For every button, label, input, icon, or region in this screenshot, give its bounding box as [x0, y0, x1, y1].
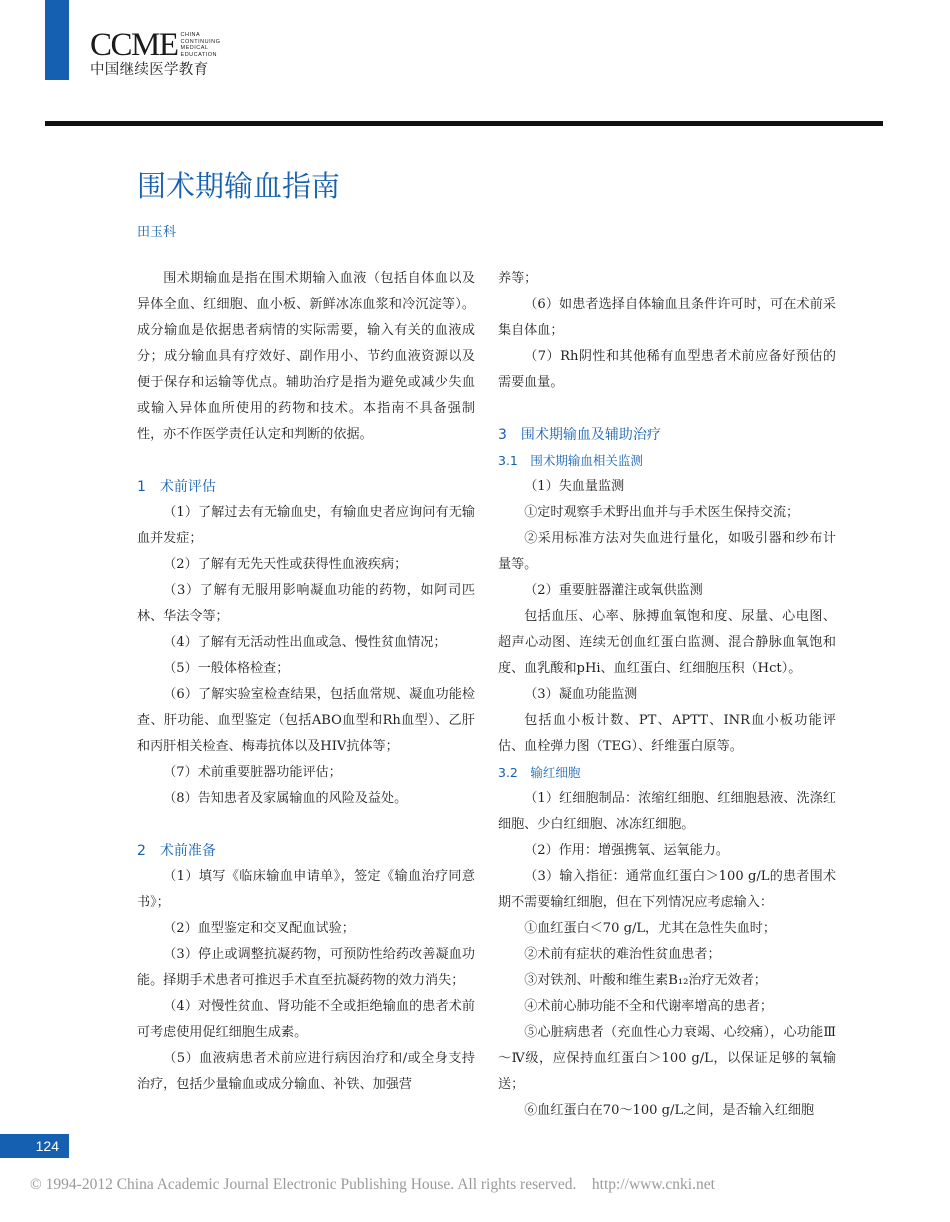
header-color-tab	[45, 0, 69, 80]
logo-subtext	[181, 32, 221, 58]
page-number: 124	[0, 1134, 69, 1158]
section-heading: 3 围术期输血及辅助治疗	[498, 427, 661, 443]
paragraph: （3）停止或调整抗凝药物，可预防性给药改善凝血功能。择期手术患者可推迟手术直至抗凝药物的效力消失；	[137, 947, 475, 988]
right-column	[498, 266, 836, 1124]
section-spacer	[137, 448, 475, 474]
logo-subtext-line: CHINA	[180, 32, 201, 38]
paragraph: ③对铁剂、叶酸和维生素B₁₂治疗无效者；	[524, 973, 767, 988]
paragraph: （3）输入指征：通常血红蛋白＞100 g/L的患者围术期不需要输红细胞，但在下列情况应考虑输入：	[498, 869, 836, 910]
paragraph: 围术期输血是指在围术期输入血液（包括自体血以及异体全血、红细胞、血小板、新鲜冰冻血浆和冷沉淀等）。成分输血是依据患者病情的实际需要，输入有关的血液成分；成分输血具有疗效好、副作用小、节约血液资源以及便于保存和运输等优点。辅助治疗是指为避免或减少失血或输入异体血所使用的药物和技术。本指南不具备强制性，亦不作医学责任认定和判断的依据。	[137, 271, 475, 442]
paragraph: ⑥血红蛋白在70～100 g/L之间，是否输入红细胞	[524, 1103, 815, 1118]
section-spacer	[498, 396, 836, 422]
paragraph: ②术前有症状的难治性贫血患者；	[524, 947, 721, 962]
section-heading: 1 术前评估	[137, 479, 216, 495]
paragraph: （4）对慢性贫血、肾功能不全或拒绝输血的患者术前可考虑使用促红细胞生成素。	[137, 999, 475, 1040]
paragraph: （1）了解过去有无输血史，有输血史者应询问有无输血并发症；	[137, 505, 475, 546]
paragraph: 养等；	[498, 271, 538, 286]
paragraph: ④术前心肺功能不全和代谢率增高的患者；	[524, 999, 773, 1014]
left-column	[137, 266, 475, 1098]
article-author: 田玉科	[137, 225, 177, 240]
logo-subtext-line: EDUCATION	[180, 51, 218, 58]
logo-subtext-line: CONTINUING	[180, 38, 221, 45]
paragraph: ⑤心脏病患者（充血性心力衰竭、心绞痛），心功能Ⅲ～Ⅳ级，应保持血红蛋白＞100 g/L，以保证足够的氧输送；	[498, 1025, 836, 1092]
paragraph: （4）了解有无活动性出血或急、慢性贫血情况；	[163, 635, 447, 650]
paragraph: （3）凝血功能监测	[524, 687, 638, 702]
paragraph: （2）作用：增强携氧、运氧能力。	[524, 843, 729, 858]
paragraph: （3）了解有无服用影响凝血功能的药物，如阿司匹林、华法令等；	[137, 583, 475, 624]
paragraph: ①血红蛋白＜70 g/L，尤其在急性失血时；	[524, 921, 776, 936]
logo-wordmark: CCME	[90, 27, 178, 63]
paragraph: （5）一般体格检查；	[163, 661, 290, 676]
paragraph: （6）如患者选择自体输血且条件许可时，可在术前采集自体血；	[498, 297, 836, 338]
paragraph: （2）血型鉴定和交叉配血试验；	[163, 921, 355, 936]
paragraph: ①定时观察手术野出血并与手术医生保持交流；	[524, 505, 800, 520]
section-spacer	[137, 812, 475, 838]
section-heading: 2 术前准备	[137, 843, 216, 859]
subsection-heading: 3.2 输红细胞	[498, 765, 581, 780]
paragraph: 包括血小板计数、PT、APTT、INR血小板功能评估、血栓弹力图（TEG）、纤维蛋白原等。	[498, 713, 836, 754]
paragraph: （7）术前重要脏器功能评估；	[163, 765, 342, 780]
logo-chinese-name: 中国继续医学教育	[90, 62, 209, 78]
article-title: 围术期输血指南	[137, 169, 341, 203]
subsection-heading: 3.1 围术期输血相关监测	[498, 453, 643, 468]
paragraph: 包括血压、心率、脉搏血氧饱和度、尿量、心电图、超声心动图、连续无创血红蛋白监测、混合静脉血氧饱和度、血乳酸和pHi、血红蛋白、红细胞压积（Hct）。	[498, 609, 836, 676]
paragraph: ②采用标准方法对失血进行量化，如吸引器和纱布计量等。	[498, 531, 836, 572]
paragraph: （6）了解实验室检查结果，包括血常规、凝血功能检查、肝功能、血型鉴定（包括ABO血型和Rh血型）、乙肝和丙肝相关检查、梅毒抗体以及HIV抗体等；	[137, 687, 475, 754]
paragraph: （2）重要脏器灌注或氧供监测	[524, 583, 703, 598]
paragraph: （2）了解有无先天性或获得性血液疾病；	[163, 557, 408, 572]
paragraph: （7）Rh阴性和其他稀有血型患者术前应备好预估的需要血量。	[498, 349, 836, 390]
paragraph: （8）告知患者及家属输血的风险及益处。	[163, 791, 408, 806]
paragraph: （1）红细胞制品：浓缩红细胞、红细胞悬液、洗涤红细胞、少白红细胞、冰冻红细胞。	[498, 791, 836, 832]
paragraph: （1）填写《临床输血申请单》，签定《输血治疗同意书》；	[137, 869, 475, 910]
journal-logo	[90, 28, 220, 79]
copyright-notice: © 1994-2012 China Academic Journal Electronic Publishing House. All rights reserved. http://www.cnki.net	[30, 1176, 715, 1193]
paragraph: （5）血液病患者术前应进行病因治疗和/或全身支持治疗，包括少量输血或成分输血、补铁、加强营	[137, 1051, 475, 1092]
header-rule	[45, 121, 883, 126]
logo-subtext-line: MEDICAL	[180, 45, 209, 52]
paragraph: （1）失血量监测	[524, 479, 625, 494]
